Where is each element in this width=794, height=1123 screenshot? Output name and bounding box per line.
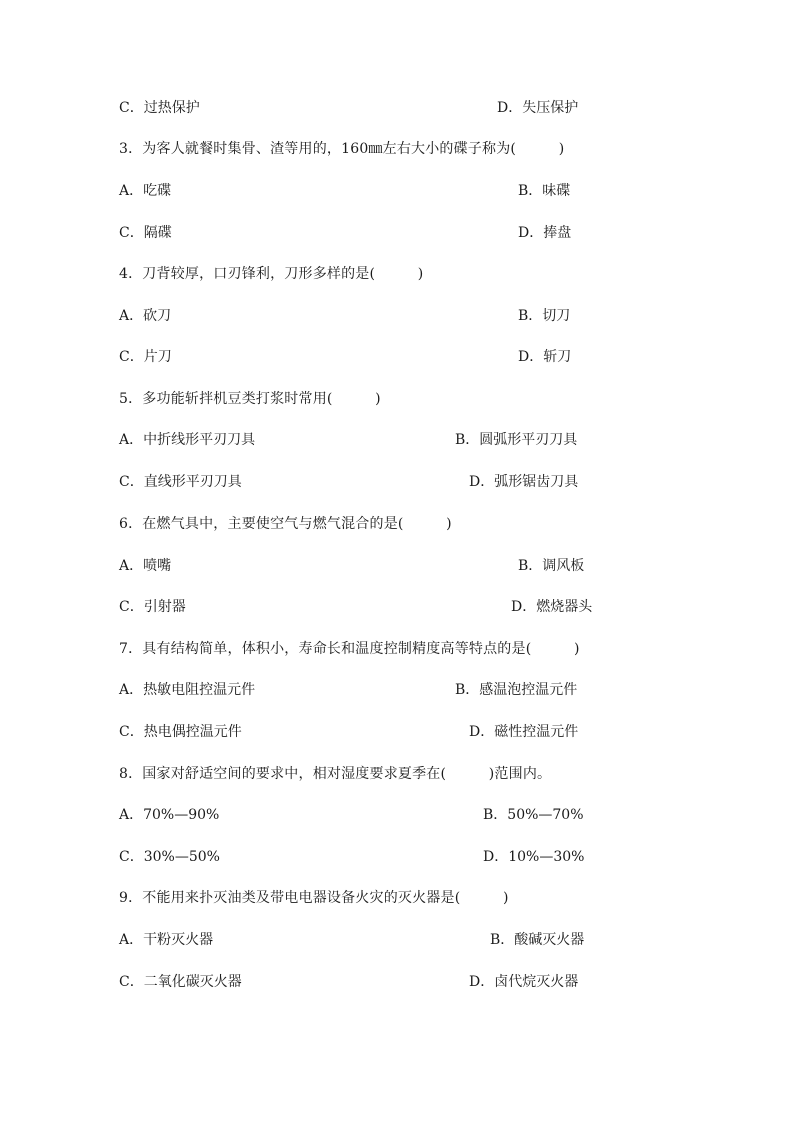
option-8a: A．70%—90% xyxy=(119,807,220,823)
option-6d: D．燃烧器头 xyxy=(511,599,593,615)
option-4c: C．片刀 xyxy=(119,349,172,365)
option-7b: B．感温泡控温元件 xyxy=(455,682,578,698)
option-2c: C．过热保护 xyxy=(119,100,200,116)
option-8c: C．30%—50% xyxy=(119,849,220,865)
option-9b: B．酸碱灭火器 xyxy=(490,932,585,948)
question-6: 6．在燃气具中，主要使空气与燃气混合的是( ) xyxy=(119,516,452,532)
option-4b: B．切刀 xyxy=(518,308,571,324)
question-9: 9．不能用来扑灭油类及带电电器设备火灾的灭火器是( ) xyxy=(119,890,509,906)
option-3c: C．隔碟 xyxy=(119,225,172,241)
option-3a: A．吃碟 xyxy=(119,183,172,199)
option-8b: B．50%—70% xyxy=(483,807,584,823)
option-3d: D．捧盘 xyxy=(518,225,572,241)
question-7: 7．具有结构简单，体积小，寿命长和温度控制精度高等特点的是( ) xyxy=(119,641,580,657)
option-5c: C．直线形平刃刀具 xyxy=(119,474,242,490)
question-4: 4．刀背较厚，口刃锋利，刀形多样的是( ) xyxy=(119,266,424,282)
option-9a: A．干粉灭火器 xyxy=(119,932,214,948)
option-2d: D．失压保护 xyxy=(497,100,579,116)
question-3: 3．为客人就餐时集骨、渣等用的，160㎜左右大小的碟子称为( ) xyxy=(119,141,565,157)
question-8: 8．国家对舒适空间的要求中，相对湿度要求夏季在( )范围内。 xyxy=(119,766,552,782)
option-3b: B．味碟 xyxy=(518,183,571,199)
option-5d: D．弧形锯齿刀具 xyxy=(469,474,579,490)
option-5b: B．圆弧形平刃刀具 xyxy=(455,432,578,448)
option-7a: A．热敏电阻控温元件 xyxy=(119,682,256,698)
option-8d: D．10%—30% xyxy=(483,849,585,865)
option-7d: D．磁性控温元件 xyxy=(469,724,579,740)
option-6b: B．调风板 xyxy=(518,558,585,574)
option-6c: C．引射器 xyxy=(119,599,186,615)
option-7c: C．热电偶控温元件 xyxy=(119,724,242,740)
question-5: 5．多功能斩拌机豆类打浆时常用( ) xyxy=(119,391,381,407)
option-9d: D．卤代烷灭火器 xyxy=(469,974,579,990)
option-6a: A．喷嘴 xyxy=(119,558,172,574)
option-5a: A．中折线形平刃刀具 xyxy=(119,432,256,448)
option-4a: A．砍刀 xyxy=(119,308,172,324)
option-9c: C．二氧化碳灭火器 xyxy=(119,974,242,990)
option-4d: D．斩刀 xyxy=(518,349,572,365)
